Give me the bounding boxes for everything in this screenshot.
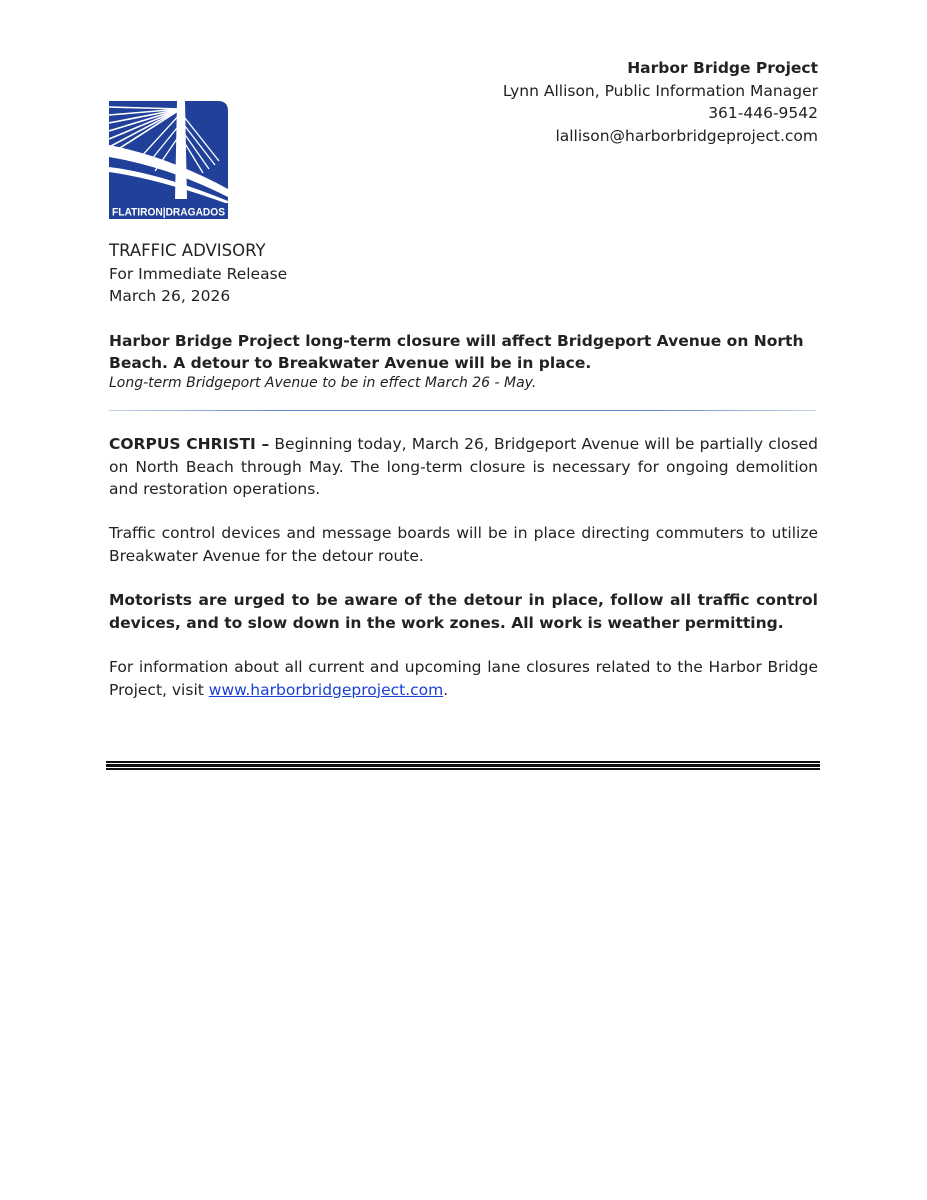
contact-phone: 361-446-9542 <box>708 104 818 122</box>
dateline: CORPUS CHRISTI – <box>109 435 270 453</box>
contact-name-title: Lynn Allison, Public Information Manager <box>502 81 818 100</box>
release-info <box>109 240 287 308</box>
subheadline: Long-term Bridgeport Avenue to be in effect March 26 - May. <box>109 375 537 391</box>
release-date: March 26, 2026 <box>109 287 231 305</box>
body-paragraph-3: Motorists are urged to be aware of the detour in place, follow all traffic control devices, and to slow down in the work zones. All work is weather permitting. <box>109 591 818 632</box>
paragraph-4-end: . <box>443 680 449 699</box>
paragraph-4-text: For information about all current and upcoming lane closures related to the Harbor Bridge Project, visit <box>109 658 818 699</box>
body-paragraph-2: Traffic control devices and message boards will be in place directing commuters to utilize Breakwater Avenue for the detour route. <box>109 524 818 565</box>
section-divider <box>109 410 816 411</box>
end-rule <box>106 761 820 771</box>
body-paragraph-1 <box>109 433 818 501</box>
flatiron-dragados-logo <box>109 101 228 219</box>
advisory-type: TRAFFIC ADVISORY <box>109 241 266 260</box>
contact-block <box>503 57 818 147</box>
website-link[interactable]: www.harborbridgeproject.com <box>208 680 444 699</box>
paragraph-1-text: Beginning today, March 26, Bridgeport Avenue will be partially closed on North Beach through May. The long-term closure is necessary for ongoing demolition and restoration operations. <box>109 435 818 498</box>
headline: Harbor Bridge Project long-term closure will affect Bridgeport Avenue on North Beach. A detour to Breakwater Avenue will be in place. <box>109 332 804 372</box>
contact-organization: Harbor Bridge Project <box>627 59 818 77</box>
release-status: For Immediate Release <box>109 264 288 283</box>
contact-email: lallison@harborbridgeproject.com <box>555 126 818 145</box>
body-paragraph-4 <box>109 656 818 701</box>
logo-wordmark: FLATIRON|DRAGADOS <box>112 206 225 219</box>
